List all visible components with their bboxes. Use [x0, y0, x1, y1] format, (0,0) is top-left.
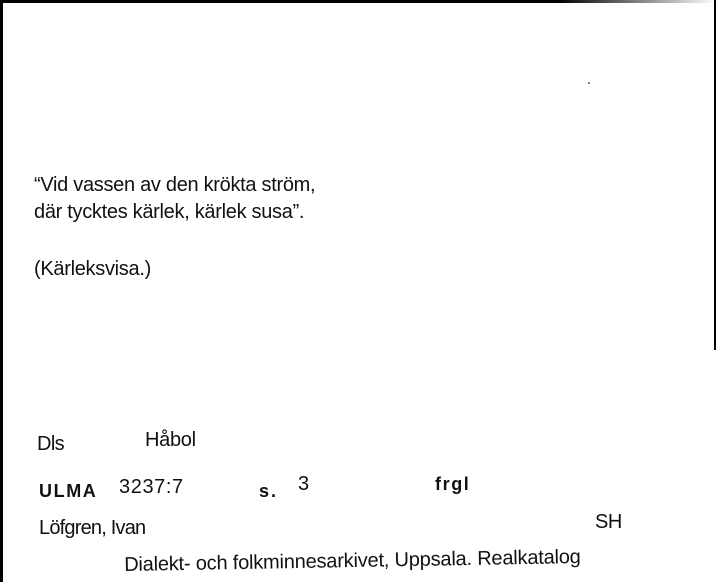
page-label: s.	[259, 481, 279, 501]
scan-speck	[588, 82, 590, 84]
archive-number: 3237:7	[119, 476, 184, 498]
archive-label: ULMA	[39, 481, 98, 501]
verse-line-1: “Vid vassen av den krökta ström,	[34, 174, 316, 196]
verse-line-2: där tycktes kärlek, kärlek susa”.	[34, 201, 305, 223]
province-code: Dls	[37, 433, 65, 455]
informant-name: Löfgren, Ivan	[39, 517, 146, 539]
card-edge-left	[0, 0, 3, 582]
parish-name: Håbol	[145, 429, 196, 451]
recorder-initials: SH	[595, 511, 622, 533]
archive-footer: Dialekt- och folkminnesarkivet, Uppsala. Realkatalog	[124, 546, 581, 576]
card-edge-top	[0, 0, 716, 3]
category-code: frgl	[435, 474, 471, 494]
verse-caption: (Kärleksvisa.)	[34, 258, 151, 280]
page-number: 3	[298, 473, 309, 495]
